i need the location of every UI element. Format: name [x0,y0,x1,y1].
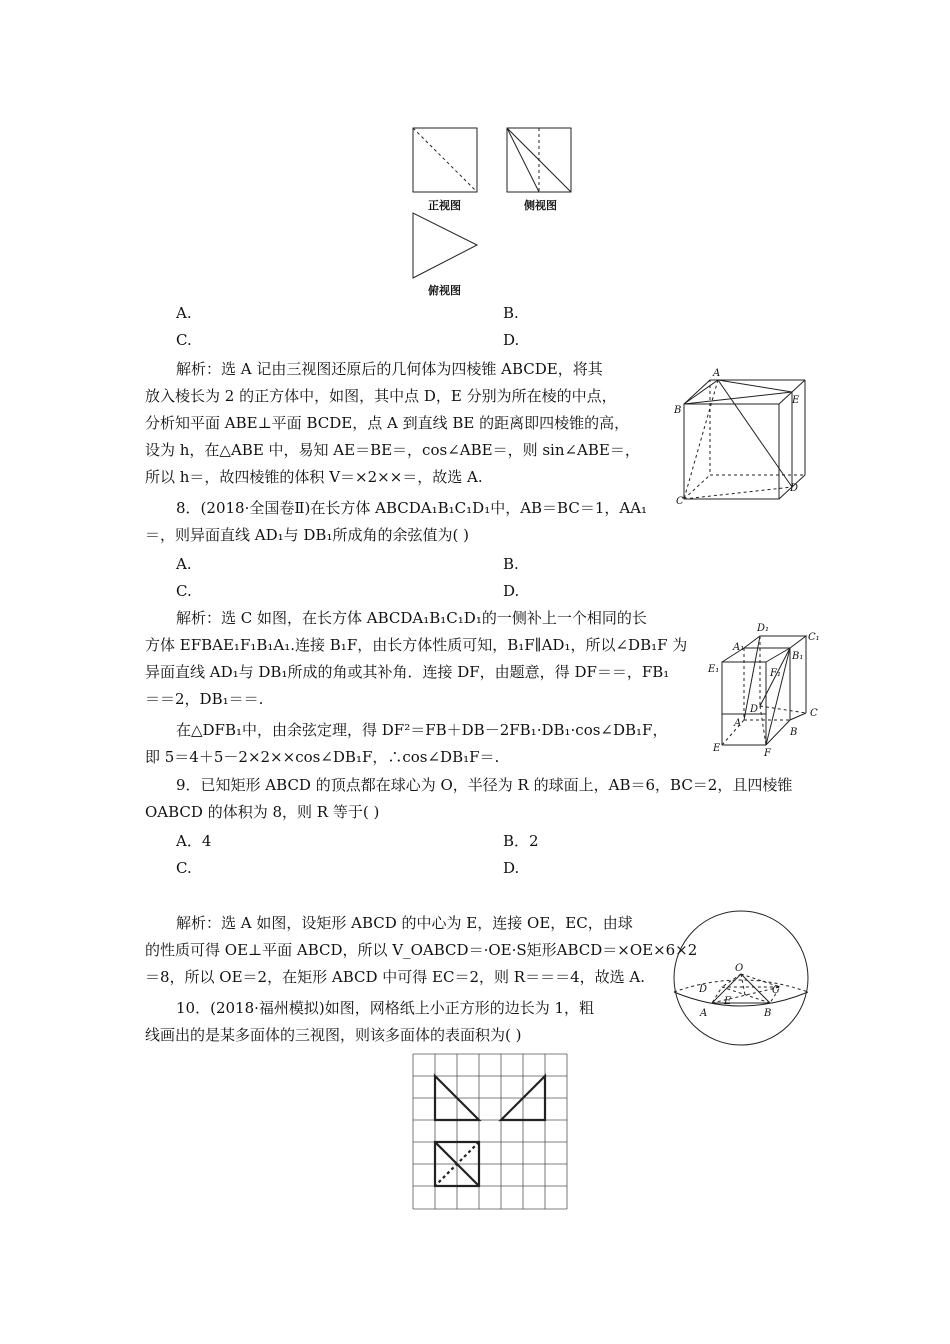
q7-solution-line: 放入棱长为 2 的正方体中，如图，其中点 D，E 分别为所在棱的中点， [145,387,617,405]
sphere-label-d: D [699,984,708,995]
cube-label-b: B [674,405,682,416]
sphere-label-c: C [772,985,780,996]
box-label-a1: A₁ [733,642,745,653]
side-view-caption: 侧视图 [524,199,557,212]
box-label-c1: C₁ [808,632,820,643]
front-view-caption: 正视图 [428,199,461,212]
top-view-caption: 俯视图 [428,284,461,297]
q7-option-d: D. [503,331,520,349]
q8-solution-line: 异面直线 AD₁与 DB₁所成的角或其补角．连接 DF，由题意，得 DF＝＝，FB₁ [145,663,670,681]
cube-label-d: D [790,483,799,494]
box-label-d1: D₁ [757,623,770,634]
box-label-d: D [750,704,759,715]
q8-stem-line: ＝，则异面直线 AD₁与 DB₁所成角的余弦值为( ) [145,526,469,544]
q7-option-a: A. [176,304,192,322]
q7-solution-line: 分析知平面 ABE⊥平面 BCDE，点 A 到直线 BE 的距离即四棱锥的高， [145,414,630,432]
q9-option-a: A．4 [176,832,212,850]
q8-solution-line: 解析：选 C 如图，在长方体 ABCDA₁B₁C₁D₁的一侧补上一个相同的长 [176,609,647,627]
cube-label-e: E [792,395,800,406]
sphere-label-a: A [700,1008,708,1019]
box-label-e: E [713,743,721,754]
cube-label-a: A [713,368,721,379]
q8-solution-line: ＝＝2，DB₁＝＝. [145,690,264,708]
q8-solution-line: 方体 EFBAE₁F₁B₁A₁.连接 B₁F，由长方体性质可知，B₁F∥AD₁，所以∠DB₁F 为 [145,636,688,654]
box-label-b: B [790,727,798,738]
q7-option-c: C. [176,331,192,349]
q9-option-d: D. [503,859,520,877]
q10-stem-line: 10．(2018·福州模拟)如图，网格纸上小正方形的边长为 1，粗 [176,999,595,1017]
q8-option-c: C. [176,582,192,600]
box-label-f: F [764,748,771,759]
q7-solution-line: 所以 h＝，故四棱锥的体积 V＝×2××＝，故选 A. [145,468,483,486]
sphere-label-b: B [764,1008,772,1019]
box-label-a: A [734,718,742,729]
sphere-label-o: O [735,963,744,974]
q7-solution-line: 解析：选 A 记由三视图还原后的几何体为四棱锥 ABCDE，将其 [176,360,603,378]
box-label-b1: B₁ [792,651,804,662]
cube-label-c: C [676,496,684,507]
q8-solution-line: 即 5＝4＋5－2×2××cos∠DB₁F，∴cos∠DB₁F＝. [145,748,500,766]
q8-stem-line: 8．(2018·全国卷Ⅱ)在长方体 ABCDA₁B₁C₁D₁中，AB＝BC＝1，AA₁ [176,499,648,517]
q9-stem-line: 9．已知矩形 ABCD 的顶点都在球心为 O，半径为 R 的球面上，AB＝6，BC＝2，且四棱锥 [176,776,793,794]
q9-option-c: C. [176,859,192,877]
q9-stem-line: OABCD 的体积为 8，则 R 等于( ) [145,803,380,821]
q7-option-b: B. [503,304,519,322]
q8-option-a: A. [176,555,192,573]
q9-solution-line: 解析：选 A 如图，设矩形 ABCD 的中心为 E，连接 OE，EC，由球 [176,914,633,932]
box-label-f1: F₁ [770,668,781,679]
box-label-c: C [810,708,818,719]
q10-stem-line: 线画出的是某多面体的三视图，则该多面体的表面积为( ) [145,1026,522,1044]
sphere-label-e: E [724,996,732,1007]
q7-solution-line: 设为 h，在△ABE 中，易知 AE＝BE＝，cos∠ABE＝，则 sin∠ABE＝， [145,441,640,459]
q8-option-b: B. [503,555,519,573]
box-label-e1: E₁ [708,664,720,675]
q8-option-d: D. [503,582,520,600]
q9-option-b: B．2 [503,832,539,850]
q8-solution-line: 在△DFB₁中，由余弦定理，得 DF²＝FB＋DB－2FB₁·DB₁·cos∠DB₁F， [176,721,668,739]
q9-solution-line: ＝8，所以 OE＝2，在矩形 ABCD 中可得 EC＝2，则 R＝＝＝4，故选 A. [145,968,645,986]
q9-solution-line: 的性质可得 OE⊥平面 ABCD，所以 V_OABCD＝·OE·S矩形ABCD＝×OE×6×2 [145,941,698,959]
